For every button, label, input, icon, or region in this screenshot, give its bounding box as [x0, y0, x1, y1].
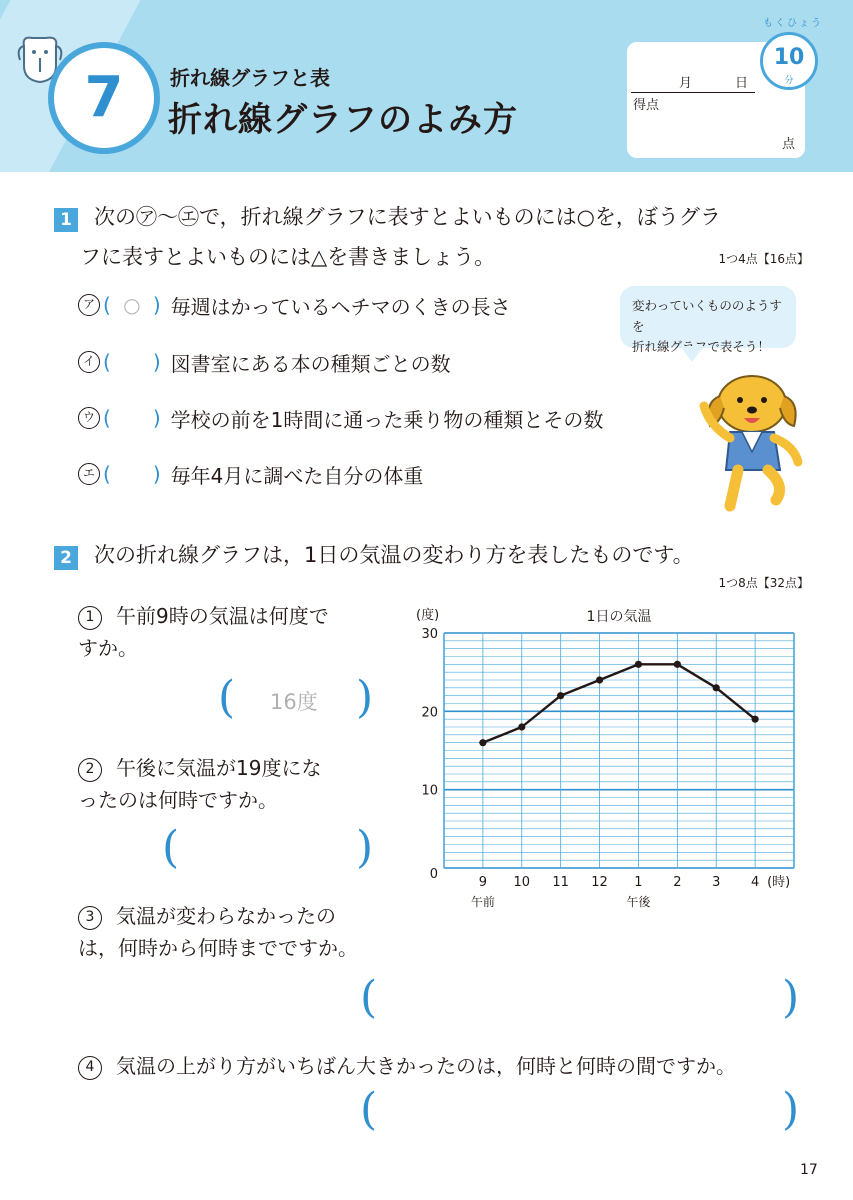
question-text-line1: 午後に気温が19度にな [116, 756, 322, 780]
score-day-label: 日 [735, 76, 749, 91]
section-1-prompt-line2: フに表すとよいものには△を書きましょう。 [80, 245, 496, 269]
chart-data-point [479, 739, 486, 746]
item-text: 毎週はかっているヘチマのくきの長さ [170, 294, 511, 319]
chart-x-tick-label: 3 [712, 875, 721, 890]
section-1-item-a [78, 290, 511, 320]
item-mark: ウ [78, 407, 100, 429]
chart-x-tick-label: 10 [513, 875, 531, 890]
timer-caption: もくひょう [763, 18, 823, 29]
question-3 [78, 900, 438, 965]
question-text-line1: 気温の上がり方がいちばん大きかったのは，何時と何時の間ですか。 [116, 1054, 736, 1078]
question-number: 3 [78, 906, 102, 930]
question-number: 1 [78, 606, 102, 630]
chart-x-tick-label: 4 [750, 875, 760, 890]
chart-title: 1日の気温 [586, 609, 652, 625]
answer-paren-open: ( [360, 972, 378, 1023]
lesson-subtitle: 折れ線グラフと表 [170, 66, 330, 90]
section-1-prompt-line1: 次の㋐～㋓で，折れ線グラフに表すとよいものには○を，ぼうグラ [94, 205, 721, 229]
section-1-item-c [78, 403, 603, 433]
chart-x-axis-label: (時) [767, 875, 791, 890]
lesson-title: 折れ線グラフのよみ方 [168, 100, 518, 140]
answer-2-field[interactable] [200, 836, 340, 864]
question-number: 2 [78, 758, 102, 782]
chart-y-tick-label: 0 [429, 867, 438, 882]
question-text-line1: 午前9時の気温は何度で [116, 604, 329, 628]
chart-data-point [752, 716, 759, 723]
chart-x-tick-label: 2 [673, 875, 682, 890]
chart-x-tick-label: 11 [552, 875, 569, 890]
chart-x-tick-label: 1 [634, 875, 643, 890]
section-2-points: 1つ8点【32点】 [718, 576, 809, 590]
timer-unit: 分 [784, 76, 794, 86]
page-number: 17 [800, 1162, 818, 1178]
item-text: 図書室にある本の種類ごとの数 [170, 351, 451, 376]
section-1-item-b [78, 347, 451, 377]
answer-3-field[interactable] [400, 986, 770, 1014]
speech-bubble-tail [680, 346, 704, 362]
chart-x-tick-label: 12 [591, 875, 608, 890]
hint-line1: 変わっていくもののようすを [632, 298, 782, 334]
section-2-number: 2 [54, 546, 78, 570]
section-1-item-d [78, 459, 423, 489]
section-1-number: 1 [54, 208, 78, 232]
timer-value: 10 [773, 45, 805, 70]
dog-mascot-icon [690, 366, 810, 516]
paren-close: ) [152, 293, 161, 317]
question-2 [78, 752, 408, 817]
answer-1-field[interactable]: 16度 [270, 690, 318, 714]
section-2-prompt: 次の折れ線グラフは，1日の気温の変わり方を表したものです。 [94, 543, 694, 567]
chart-canvas [412, 600, 832, 920]
lesson-number-badge [48, 42, 160, 154]
lesson-number: 7 [84, 65, 124, 130]
chart-y-tick-label: 30 [421, 627, 438, 642]
answer-paren-open: ( [218, 672, 236, 723]
chart-data-point [557, 692, 564, 699]
question-4 [78, 1050, 838, 1082]
score-label: 得点 [633, 98, 660, 113]
item-mark: エ [78, 463, 100, 485]
item-text: 毎年4月に調べた自分の体重 [170, 463, 424, 488]
answer-paren-close: ) [782, 972, 800, 1023]
question-text-line2: は，何時から何時までですか。 [78, 936, 358, 961]
question-text-line2: すか。 [78, 636, 138, 661]
answer-field[interactable]: ○ [123, 293, 141, 317]
paren-close: ) [152, 406, 161, 430]
item-mark: イ [78, 351, 100, 373]
lesson-header [0, 0, 853, 172]
temperature-line-chart [412, 600, 832, 920]
paren-close: ) [152, 462, 161, 486]
answer-paren-close: ) [356, 822, 374, 873]
item-text: 学校の前を1時間に通った乗り物の種類とその数 [170, 407, 604, 432]
section-1-points: 1つ4点【16点】 [718, 252, 809, 266]
answer-paren-open: ( [360, 1084, 378, 1135]
timer-badge [760, 32, 818, 90]
answer-4-field[interactable] [400, 1098, 770, 1126]
chart-y-tick-label: 20 [421, 705, 438, 721]
answer-paren-close: ) [782, 1084, 800, 1135]
score-point-unit: 点 [781, 137, 795, 152]
chart-period-label: 午前 [470, 895, 495, 909]
chart-data-point [518, 723, 525, 730]
hint-line2: 折れ線グラフで表そう！ [632, 339, 770, 355]
item-mark: ア [78, 294, 100, 316]
paren-open: ( [103, 293, 111, 317]
hint-speech-bubble [620, 286, 796, 355]
question-text-line1: 気温が変わらなかったの [116, 904, 336, 928]
chart-data-point [674, 661, 681, 668]
chart-data-point [596, 676, 603, 683]
question-text-line2: ったのは何時ですか。 [78, 788, 278, 813]
question-number: 4 [78, 1056, 102, 1080]
paren-open: ( [103, 350, 111, 374]
chart-period-label: 午後 [626, 895, 651, 909]
chart-x-tick-label: 9 [478, 875, 488, 890]
question-1 [78, 600, 408, 665]
score-month-label: 月 [679, 76, 693, 91]
chart-y-axis-label: (度) [416, 608, 440, 623]
chart-y-tick-label: 10 [421, 783, 438, 799]
answer-paren-close: ) [356, 672, 374, 723]
chart-data-point [713, 684, 720, 691]
score-divider [631, 92, 755, 93]
paren-close: ) [152, 350, 161, 374]
chart-data-point [635, 661, 642, 668]
paren-open: ( [103, 462, 111, 486]
answer-paren-open: ( [162, 822, 180, 873]
paren-open: ( [103, 406, 111, 430]
